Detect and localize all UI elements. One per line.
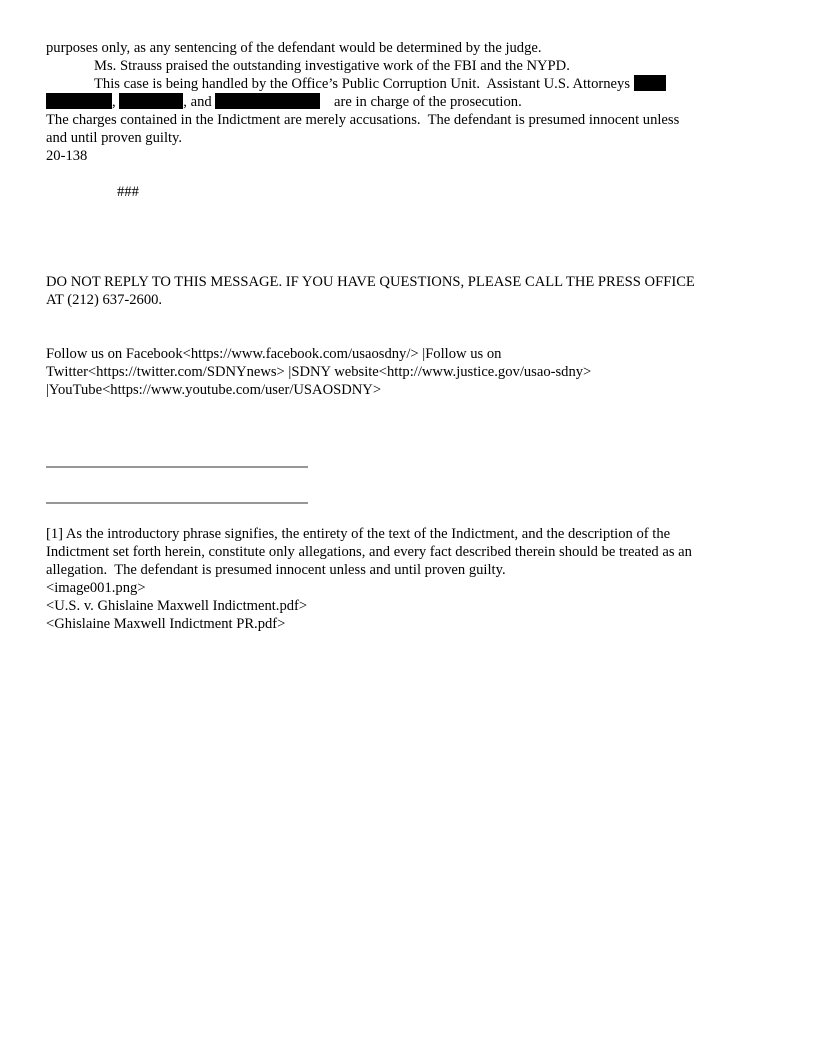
separator-line-row (46, 489, 776, 507)
do-not-reply-notice-line-1: DO NOT REPLY TO THIS MESSAGE. IF YOU HAVE QUESTIONS, PLEASE CALL THE PRESS OFFICE (46, 274, 695, 290)
signature-separator-line (46, 453, 308, 468)
blank-line (46, 327, 776, 345)
blank-line (46, 255, 776, 273)
redaction-box (215, 93, 320, 109)
blank-line (46, 237, 776, 255)
separator-line-row (46, 453, 776, 471)
blank-line (46, 435, 776, 453)
redaction-box (119, 93, 183, 109)
blank-line (46, 399, 776, 417)
blank-line (46, 201, 776, 219)
redaction-box (634, 75, 666, 91)
blank-line (46, 417, 776, 435)
attorneys-separator: , and (183, 94, 216, 110)
body-line-charges-1: The charges contained in the Indictment are merely accusations. The defendant is presumed innocent unless (46, 112, 680, 128)
do-not-reply-notice-line-2: AT (212) 637-2600. (46, 292, 163, 308)
body-line-sentencing: purposes only, as any sentencing of the defendant would be determined by the judge. (46, 40, 542, 56)
blank-line (46, 471, 776, 489)
body-line-case-handled (46, 75, 776, 93)
attorneys-tail-text: are in charge of the prosecution. (330, 94, 522, 110)
body-line-attorneys-redacted (46, 93, 776, 111)
redaction-box (46, 93, 112, 109)
attachment-placeholder-pr-pdf: <Ghislaine Maxwell Indictment PR.pdf> (46, 616, 286, 632)
document-content (46, 39, 776, 633)
footnote-line-3: allegation. The defendant is presumed innocent unless and until proven guilty. (46, 562, 506, 578)
blank-line (46, 507, 776, 525)
attachment-placeholder-image: <image001.png> (46, 580, 146, 596)
social-links-line-3: |YouTube<https://www.youtube.com/user/USAOSDNY> (46, 382, 382, 398)
blank-line (46, 165, 776, 183)
case-handled-text: This case is being handled by the Office’s Public Corruption Unit. Assistant U.S. Attorneys (94, 76, 634, 92)
blank-line (46, 219, 776, 237)
social-links-line-2: Twitter<https://twitter.com/SDNYnews> |SDNY website<http://www.justice.gov/usao-sdny> (46, 364, 592, 380)
case-number: 20-138 (46, 148, 88, 164)
footnote-line-1: [1] As the introductory phrase signifies, the entirety of the text of the Indictment, and the description of the (46, 526, 671, 542)
body-line-charges-2: and until proven guilty. (46, 130, 183, 146)
attorneys-separator: , (112, 94, 120, 110)
social-links-line-1: Follow us on Facebook<https://www.facebook.com/usaosdny/> |Follow us on (46, 346, 502, 362)
footnote-line-2: Indictment set forth herein, constitute only allegations, and every fact described therein should be treated as an (46, 544, 692, 560)
end-marker: ### (117, 184, 139, 200)
signature-separator-line (46, 489, 308, 504)
attachment-placeholder-indictment-pdf: <U.S. v. Ghislaine Maxwell Indictment.pdf> (46, 598, 308, 614)
blank-line (46, 309, 776, 327)
body-line-strauss: Ms. Strauss praised the outstanding investigative work of the FBI and the NYPD. (94, 58, 570, 74)
